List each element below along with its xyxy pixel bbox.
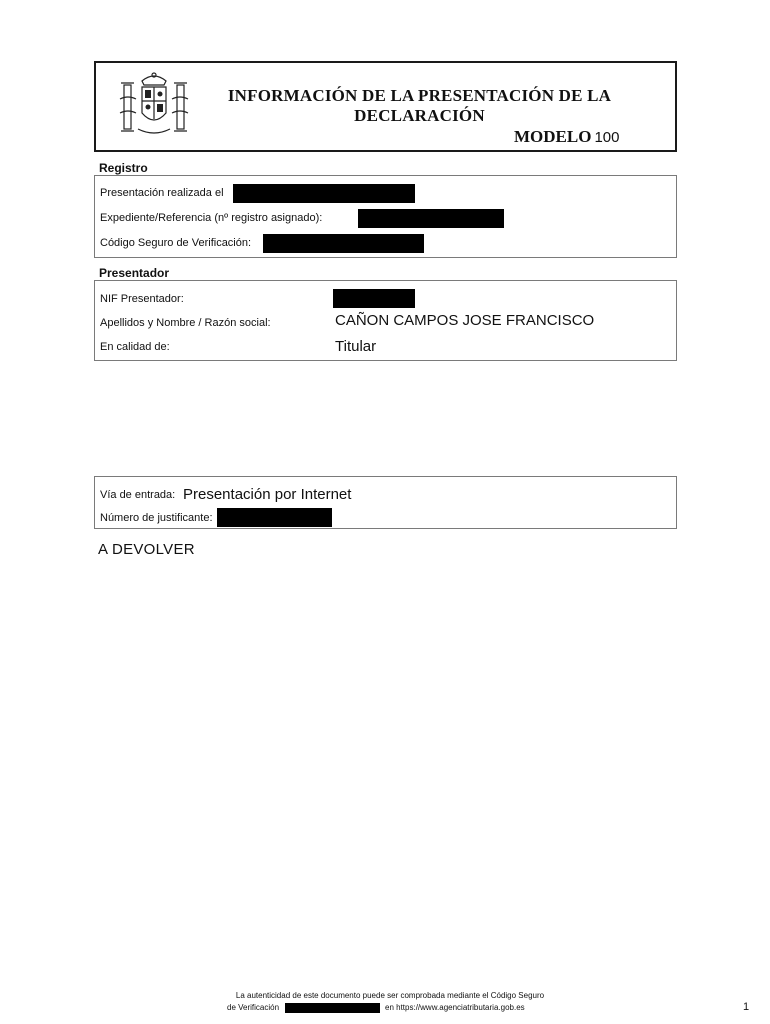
section-title-presentador: Presentador — [99, 266, 170, 280]
modelo-label-group — [514, 127, 619, 147]
modelo-number: 100 — [594, 129, 620, 146]
footer-verification-note — [180, 990, 600, 1014]
footer-line2 — [180, 1002, 600, 1014]
entrada-box — [94, 476, 677, 529]
presentacion-label: Presentación realizada el — [100, 187, 224, 199]
calidad-value: Titular — [335, 338, 377, 355]
presentador-box — [94, 280, 677, 361]
redacted-codigo — [263, 234, 424, 253]
redacted-expediente — [358, 209, 504, 228]
expediente-label: Expediente/Referencia (nº registro asignado): — [100, 212, 323, 224]
page-number: 1 — [743, 1001, 750, 1013]
document-title-line1: INFORMACIÓN DE LA PRESENTACIÓN DE LA — [227, 86, 612, 105]
justificante-label: Número de justificante: — [100, 512, 213, 524]
redacted-footer-code — [285, 1003, 380, 1013]
footer-line2-prefix: de Verificación — [227, 1003, 280, 1012]
via-value: Presentación por Internet — [183, 486, 352, 503]
nombre-value: CAÑON CAMPOS JOSE FRANCISCO — [335, 312, 595, 329]
document-title-line2: DECLARACIÓN — [354, 106, 485, 125]
redacted-date — [233, 184, 415, 203]
document-header — [94, 61, 677, 152]
codigo-label: Código Seguro de Verificación: — [100, 237, 252, 249]
via-label: Vía de entrada: — [100, 489, 176, 501]
calidad-label: En calidad de: — [100, 341, 170, 353]
nif-label: NIF Presentador: — [100, 293, 184, 305]
nombre-label: Apellidos y Nombre / Razón social: — [100, 317, 271, 329]
modelo-label: MODELO — [514, 127, 592, 146]
section-title-registro: Registro — [99, 161, 148, 175]
footer-line1: La autenticidad de este documento puede ser comprobada mediante el Código Seguro — [235, 991, 545, 1000]
registro-box — [94, 175, 677, 258]
redacted-justificante — [217, 508, 332, 527]
footer-line2-suffix: en https://www.agenciatributaria.gob.es — [385, 1003, 525, 1012]
coat-of-arms-icon — [118, 69, 190, 143]
result-status: A DEVOLVER — [98, 541, 195, 558]
redacted-nif — [333, 289, 415, 308]
